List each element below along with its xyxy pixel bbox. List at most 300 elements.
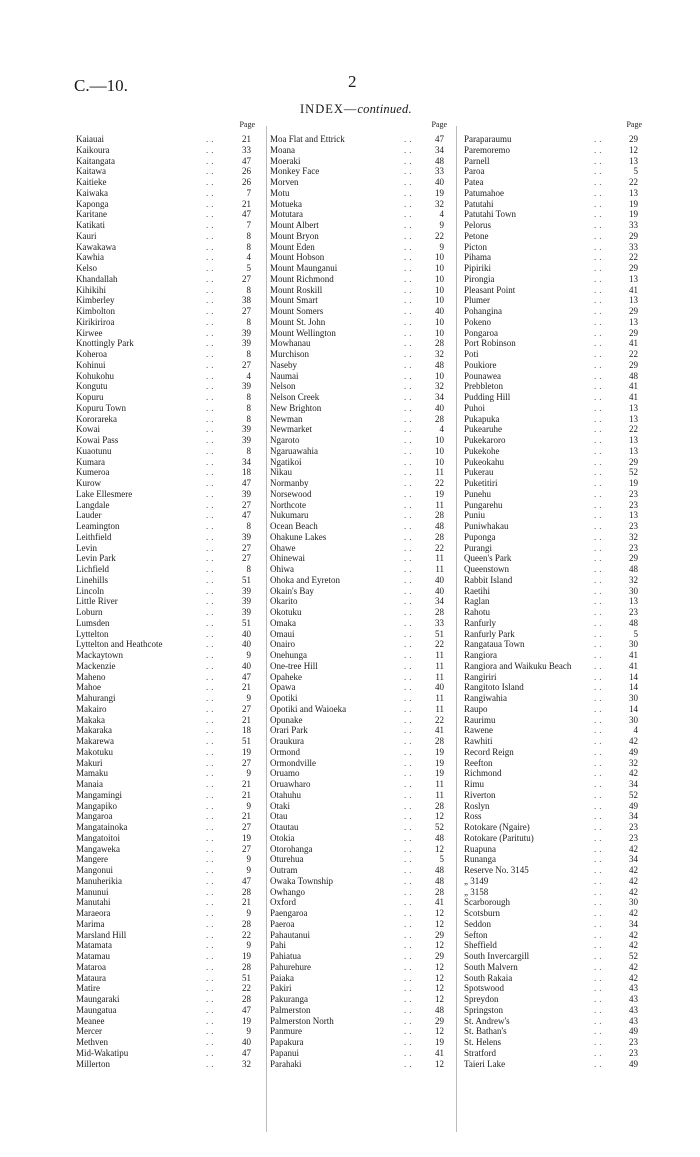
place-name: Pipiriki xyxy=(464,263,492,273)
index-entry xyxy=(270,489,444,500)
leader-dots: .. xyxy=(206,553,217,564)
place-name: Oraukura xyxy=(270,736,304,746)
page-ref: 21 xyxy=(242,714,251,725)
page-ref: 8 xyxy=(246,413,251,424)
page-ref: 41 xyxy=(435,725,444,736)
leader-dots: .. xyxy=(206,736,217,746)
page-ref: 28 xyxy=(242,886,251,897)
place-name: Morven xyxy=(270,177,299,187)
place-name: Raupo xyxy=(464,703,488,714)
place-name: Queenstown xyxy=(464,564,509,574)
place-name: Lake Ellesmere xyxy=(76,488,133,499)
place-name: Kumara xyxy=(76,456,105,467)
page-ref: 28 xyxy=(435,886,444,897)
index-entry xyxy=(76,983,251,994)
leader-dots: .. xyxy=(404,628,415,639)
page-ref: 22 xyxy=(435,478,444,488)
place-name: Puniu xyxy=(464,510,486,521)
place-name: Rangiora and Waikuku Beach xyxy=(464,660,572,671)
page-ref: 28 xyxy=(242,994,251,1004)
page-ref: 8 xyxy=(246,392,251,402)
leader-dots: .. xyxy=(206,542,217,553)
page-ref: 10 xyxy=(435,435,444,445)
index-entry xyxy=(270,231,444,242)
page-ref: 19 xyxy=(242,746,251,757)
index-entry xyxy=(270,209,444,220)
place-name: Ranfurly xyxy=(464,617,496,628)
leader-dots: .. xyxy=(206,209,217,220)
index-entry xyxy=(270,758,444,769)
page-ref: 10 xyxy=(435,327,444,338)
place-name: Patea xyxy=(464,177,484,187)
leader-dots: .. xyxy=(594,478,605,488)
leader-dots: .. xyxy=(594,617,605,628)
index-entry xyxy=(76,704,251,715)
place-name: Murchison xyxy=(270,349,309,359)
leader-dots: .. xyxy=(206,306,217,316)
page-ref: 43 xyxy=(629,983,638,994)
place-name: Motutara xyxy=(270,209,303,220)
place-name: Pokeno xyxy=(464,316,491,327)
place-name: Mataroa xyxy=(76,961,106,972)
page-ref: 47 xyxy=(242,209,251,220)
page-ref: 39 xyxy=(242,531,251,542)
leader-dots: .. xyxy=(594,510,605,521)
leader-dots: .. xyxy=(404,510,415,521)
index-entry xyxy=(270,801,444,812)
index-entry xyxy=(76,1037,251,1048)
page-ref: 9 xyxy=(246,768,251,779)
page-ref: 23 xyxy=(629,488,638,499)
page-ref: 23 xyxy=(629,521,638,531)
place-name: Pahautanui xyxy=(270,929,310,940)
leader-dots: .. xyxy=(206,628,217,639)
page-ref: 28 xyxy=(435,510,444,521)
page-ref: 30 xyxy=(629,639,638,650)
page-ref: 39 xyxy=(242,585,251,596)
index-entry xyxy=(270,510,444,521)
place-name: Kawakawa xyxy=(76,241,116,252)
page-ref: 39 xyxy=(242,327,251,338)
place-name: Opaheke xyxy=(270,671,302,682)
page-ref: 48 xyxy=(435,1004,444,1015)
index-entry xyxy=(76,951,251,962)
place-name: Kohukohu xyxy=(76,370,114,381)
leader-dots: .. xyxy=(404,607,415,617)
leader-dots: .. xyxy=(404,209,415,220)
place-name: Langdale xyxy=(76,499,110,510)
place-name: Scarborough xyxy=(464,897,510,908)
place-name: Kororareka xyxy=(76,413,117,424)
leader-dots: .. xyxy=(594,693,605,703)
page-ref: 34 xyxy=(435,392,444,402)
leader-dots: .. xyxy=(206,671,217,682)
index-entry xyxy=(464,811,638,822)
page-ref: 41 xyxy=(435,897,444,908)
place-name: Port Robinson xyxy=(464,338,516,349)
index-entry xyxy=(464,854,638,865)
page-ref: 19 xyxy=(435,768,444,779)
leader-dots: .. xyxy=(404,478,415,488)
place-name: Oruamo xyxy=(270,768,300,779)
index-entry xyxy=(270,467,444,478)
place-name: Sheffield xyxy=(464,940,497,951)
page-ref: 29 xyxy=(629,359,638,370)
page-ref: 5 xyxy=(439,854,444,865)
page-ref: 22 xyxy=(629,424,638,435)
place-name: Ross xyxy=(464,811,482,822)
index-entry xyxy=(270,575,444,586)
leader-dots: .. xyxy=(206,155,217,166)
index-entry xyxy=(76,188,251,199)
place-name: South Invercargill xyxy=(464,951,530,961)
page-ref: 4 xyxy=(439,209,444,220)
index-entry xyxy=(464,134,638,145)
place-name: Mangapiko xyxy=(76,800,117,811)
index-entry xyxy=(464,822,638,833)
leader-dots: .. xyxy=(594,327,605,338)
place-name: Normanby xyxy=(270,478,309,488)
leader-dots: .. xyxy=(594,252,605,263)
leader-dots: .. xyxy=(404,703,415,714)
place-name: Lauder xyxy=(76,510,102,521)
place-name: Maungaraki xyxy=(76,994,120,1004)
leader-dots: .. xyxy=(206,456,217,467)
index-entry xyxy=(76,833,251,844)
index-entry xyxy=(464,414,638,425)
place-name: Rotokare (Ngaire) xyxy=(464,822,530,832)
page-ref: 21 xyxy=(242,811,251,822)
index-entry xyxy=(76,747,251,758)
leader-dots: .. xyxy=(404,456,415,467)
page-ref: 11 xyxy=(435,467,444,478)
leader-dots: .. xyxy=(594,209,605,220)
page-ref: 42 xyxy=(629,768,638,779)
place-name: Puniwhakau xyxy=(464,521,509,531)
leader-dots: .. xyxy=(206,875,217,886)
page-ref: 12 xyxy=(629,144,638,155)
leader-dots: .. xyxy=(206,521,217,531)
place-name: Leamington xyxy=(76,521,120,531)
index-entry xyxy=(464,887,638,898)
leader-dots: .. xyxy=(594,789,605,800)
page-ref: 13 xyxy=(629,155,638,166)
index-entry xyxy=(270,1059,444,1070)
index-entry xyxy=(76,177,251,188)
page-ref: 9 xyxy=(246,865,251,875)
index-entry xyxy=(464,983,638,994)
page-ref: 29 xyxy=(629,134,638,144)
leader-dots: .. xyxy=(404,736,415,746)
leader-dots: .. xyxy=(594,295,605,306)
index-entry xyxy=(76,338,251,349)
index-entry xyxy=(76,682,251,693)
leader-dots: .. xyxy=(404,381,415,392)
place-name: Kowai Pass xyxy=(76,435,119,445)
leader-dots: .. xyxy=(404,1047,415,1058)
page-ref: 13 xyxy=(629,187,638,198)
page-ref: 9 xyxy=(246,854,251,865)
page-ref: 27 xyxy=(242,499,251,510)
place-name: Otautau xyxy=(270,822,299,832)
page-ref: 32 xyxy=(242,1058,251,1069)
leader-dots: .. xyxy=(594,768,605,779)
index-entry xyxy=(464,940,638,951)
page-ref: 8 xyxy=(246,241,251,252)
page-ref: 29 xyxy=(435,951,444,961)
index-entry xyxy=(464,876,638,887)
place-name: Patumahoe xyxy=(464,187,504,198)
page-ref: 14 xyxy=(629,682,638,693)
leader-dots: .. xyxy=(206,908,217,918)
leader-dots: .. xyxy=(206,961,217,972)
page-ref: 12 xyxy=(435,811,444,822)
leader-dots: .. xyxy=(404,929,415,940)
index-entry xyxy=(270,134,444,145)
page-ref: 8 xyxy=(246,445,251,456)
page-ref: 42 xyxy=(629,886,638,897)
index-entry xyxy=(464,285,638,296)
leader-dots: .. xyxy=(206,370,217,381)
page-ref: 28 xyxy=(435,736,444,746)
place-name: Nelson Creek xyxy=(270,392,320,402)
place-name: Pongaroa xyxy=(464,327,498,338)
page-ref: 34 xyxy=(242,456,251,467)
index-entry xyxy=(464,564,638,575)
leader-dots: .. xyxy=(594,596,605,607)
place-name: Scotsburn xyxy=(464,908,500,918)
page-ref: 13 xyxy=(629,445,638,456)
leader-dots: .. xyxy=(594,435,605,445)
page-ref: 19 xyxy=(435,746,444,757)
index-entry xyxy=(464,1026,638,1037)
index-entry xyxy=(76,1026,251,1037)
index-entry xyxy=(270,553,444,564)
place-name: Pirongia xyxy=(464,273,495,284)
index-title xyxy=(300,102,412,117)
page-ref: 11 xyxy=(435,650,444,660)
leader-dots: .. xyxy=(206,273,217,284)
leader-dots: .. xyxy=(206,822,217,832)
leader-dots: .. xyxy=(594,574,605,585)
index-entry xyxy=(270,521,444,532)
leader-dots: .. xyxy=(206,983,217,994)
place-name: Methven xyxy=(76,1037,108,1047)
leader-dots: .. xyxy=(404,1015,415,1026)
index-entry xyxy=(76,930,251,941)
index-entry xyxy=(76,274,251,285)
page-ref: 51 xyxy=(242,972,251,983)
leader-dots: .. xyxy=(404,875,415,886)
index-entry xyxy=(76,295,251,306)
index-entry xyxy=(464,252,638,263)
index-entry xyxy=(270,414,444,425)
place-name: Purangi xyxy=(464,542,492,553)
place-name: South Rakaia xyxy=(464,972,513,983)
leader-dots: .. xyxy=(206,585,217,596)
leader-dots: .. xyxy=(206,295,217,306)
index-entry xyxy=(464,994,638,1005)
index-entry xyxy=(76,725,251,736)
index-entry xyxy=(76,500,251,511)
leader-dots: .. xyxy=(594,908,605,918)
place-name: Katikati xyxy=(76,220,105,230)
page-ref: 8 xyxy=(246,349,251,359)
page-ref: 19 xyxy=(629,198,638,209)
place-name: Motu xyxy=(270,187,290,198)
index-entry xyxy=(464,779,638,790)
place-name: Pakuranga xyxy=(270,994,308,1004)
leader-dots: .. xyxy=(594,886,605,897)
page-ref: 26 xyxy=(242,177,251,187)
index-entry xyxy=(270,833,444,844)
index-entry xyxy=(464,424,638,435)
index-entry xyxy=(270,166,444,177)
index-entry xyxy=(76,392,251,403)
page-ref: 8 xyxy=(246,284,251,295)
page-ref: 10 xyxy=(435,445,444,456)
place-name: Pihama xyxy=(464,252,491,263)
leader-dots: .. xyxy=(404,660,415,671)
index-entry xyxy=(270,736,444,747)
place-name: Puponga xyxy=(464,531,496,542)
page-ref: 8 xyxy=(246,521,251,531)
index-entry xyxy=(76,586,251,597)
index-entry xyxy=(270,360,444,371)
index-entry xyxy=(76,639,251,650)
place-name: Mataura xyxy=(76,972,106,983)
place-name: Mangatainoka xyxy=(76,822,128,832)
leader-dots: .. xyxy=(594,607,605,617)
leader-dots: .. xyxy=(206,660,217,671)
page-ref: 9 xyxy=(439,241,444,252)
page-ref: 11 xyxy=(435,789,444,800)
page-ref: 14 xyxy=(629,703,638,714)
index-entry xyxy=(270,854,444,865)
place-name: Matire xyxy=(76,983,100,994)
leader-dots: .. xyxy=(206,187,217,198)
place-name: Mahurangi xyxy=(76,693,116,703)
leader-dots: .. xyxy=(594,467,605,478)
page-ref: 39 xyxy=(242,488,251,499)
leader-dots: .. xyxy=(206,757,217,768)
index-entry xyxy=(76,715,251,726)
place-name: Maheno xyxy=(76,671,106,682)
leader-dots: .. xyxy=(206,327,217,338)
page-ref: 28 xyxy=(242,961,251,972)
index-entry xyxy=(270,607,444,618)
page-ref: 23 xyxy=(629,542,638,553)
place-name: Marima xyxy=(76,918,105,929)
leader-dots: .. xyxy=(404,940,415,951)
place-name: Reefton xyxy=(464,757,493,768)
index-entry xyxy=(76,220,251,231)
index-entry xyxy=(464,510,638,521)
index-entry xyxy=(76,865,251,876)
place-name: Panmure xyxy=(270,1026,302,1037)
leader-dots: .. xyxy=(594,660,605,671)
place-name: Raglan xyxy=(464,596,490,607)
place-name: Onairo xyxy=(270,639,295,650)
page-ref: 34 xyxy=(629,779,638,789)
place-name: St. Andrew's xyxy=(464,1015,510,1026)
page-ref: 19 xyxy=(242,832,251,843)
index-entry xyxy=(464,446,638,457)
leader-dots: .. xyxy=(206,166,217,177)
page-ref: 10 xyxy=(435,316,444,327)
leader-dots: .. xyxy=(594,359,605,370)
leader-dots: .. xyxy=(594,897,605,908)
index-entry xyxy=(270,908,444,919)
page-ref: 30 xyxy=(629,897,638,908)
leader-dots: .. xyxy=(206,639,217,650)
leader-dots: .. xyxy=(404,263,415,273)
index-entry xyxy=(270,457,444,468)
leader-dots: .. xyxy=(404,220,415,230)
page-ref: 19 xyxy=(435,1037,444,1047)
page-ref: 13 xyxy=(629,273,638,284)
index-entry xyxy=(76,564,251,575)
index-entry xyxy=(464,156,638,167)
page-ref: 30 xyxy=(629,714,638,725)
page-ref: 22 xyxy=(629,177,638,187)
index-entry xyxy=(464,661,638,672)
leader-dots: .. xyxy=(594,316,605,327)
leader-dots: .. xyxy=(404,177,415,187)
leader-dots: .. xyxy=(594,564,605,574)
leader-dots: .. xyxy=(594,392,605,402)
place-name: Picton xyxy=(464,241,488,252)
place-name: „ 3158 xyxy=(464,886,489,897)
index-entry xyxy=(270,1016,444,1027)
place-name: Patutahi xyxy=(464,198,494,209)
leader-dots: .. xyxy=(404,574,415,585)
page-ref: 27 xyxy=(242,843,251,854)
place-name: Riverton xyxy=(464,789,496,800)
index-entry xyxy=(464,231,638,242)
index-entry xyxy=(464,768,638,779)
place-name: Mid-Wakatipu xyxy=(76,1047,129,1058)
page-ref: 39 xyxy=(242,596,251,607)
place-name: Mount Richmond xyxy=(270,273,334,284)
index-entry xyxy=(464,1016,638,1027)
index-entry xyxy=(464,908,638,919)
place-name: Otaki xyxy=(270,800,290,811)
index-entry xyxy=(76,457,251,468)
leader-dots: .. xyxy=(594,402,605,413)
index-entry xyxy=(270,930,444,941)
place-name: New Brighton xyxy=(270,402,322,413)
place-name: Paengaroa xyxy=(270,908,308,918)
place-name: Lyttelton and Heathcote xyxy=(76,639,163,650)
place-name: Plumer xyxy=(464,295,490,306)
index-entry xyxy=(76,897,251,908)
page-ref: 13 xyxy=(629,413,638,424)
place-name: Richmond xyxy=(464,768,502,779)
leader-dots: .. xyxy=(594,521,605,531)
page-ref: 41 xyxy=(435,1047,444,1058)
leader-dots: .. xyxy=(404,467,415,478)
page-ref: 30 xyxy=(629,693,638,703)
place-name: Rangiriri xyxy=(464,671,497,682)
place-name: Kopuru xyxy=(76,392,104,402)
index-entry xyxy=(464,188,638,199)
page-ref: 48 xyxy=(435,359,444,370)
leader-dots: .. xyxy=(404,413,415,424)
leader-dots: .. xyxy=(404,521,415,531)
page-ref: 40 xyxy=(242,660,251,671)
page-ref: 27 xyxy=(242,359,251,370)
